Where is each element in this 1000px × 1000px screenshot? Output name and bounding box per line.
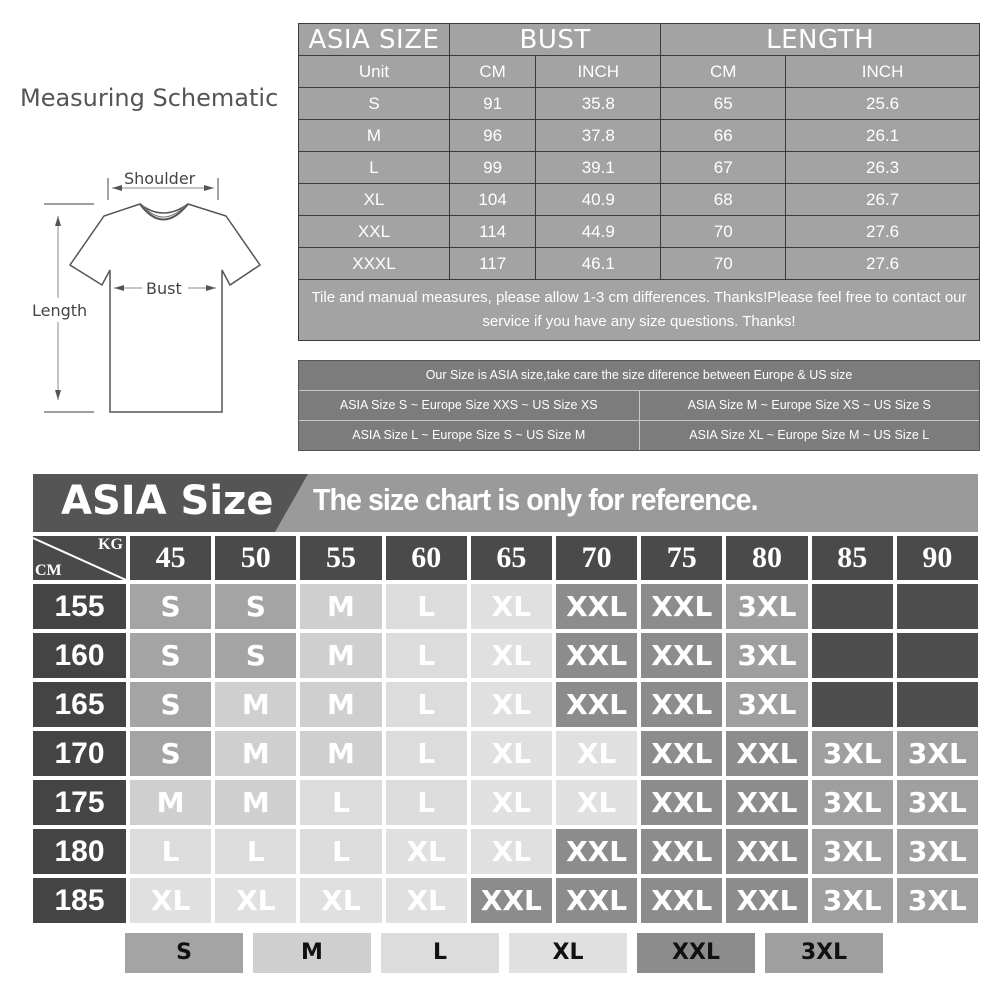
length-inch-cell: 26.1 xyxy=(786,120,980,152)
bust-inch-cell: 44.9 xyxy=(536,216,661,248)
size-cell: XL xyxy=(471,633,552,678)
size-cell: M xyxy=(215,780,296,825)
header-length: LENGTH xyxy=(661,24,980,56)
conversion-title: Our Size is ASIA size,take care the size diference between Europe & US size xyxy=(425,368,853,382)
legend-item-m: M xyxy=(253,933,371,973)
size-legend xyxy=(125,933,883,973)
size-cell: M xyxy=(300,584,381,629)
height-header: 165 xyxy=(33,682,126,727)
size-cell: XXL xyxy=(726,780,807,825)
bust-inch-cell: 35.8 xyxy=(536,88,661,120)
size-cell: XXL xyxy=(556,633,637,678)
size-cell: 3XL xyxy=(897,780,978,825)
size-cell: XXL xyxy=(641,682,722,727)
size-cell: XL xyxy=(471,731,552,776)
length-inch-cell: 26.3 xyxy=(786,152,980,184)
size-cell: XL xyxy=(471,780,552,825)
size-cell: XXL xyxy=(641,584,722,629)
size-cell: S xyxy=(130,584,211,629)
length-inch-cell: 26.7 xyxy=(786,184,980,216)
size-cell: M xyxy=(300,633,381,678)
weight-header: 60 xyxy=(386,536,467,580)
table-row xyxy=(299,88,980,120)
height-header: 170 xyxy=(33,731,126,776)
table-row xyxy=(299,120,980,152)
size-cell: L xyxy=(386,682,467,727)
chart-subtitle: The size chart is only for reference. xyxy=(313,482,758,517)
conversion-s: ASIA Size S ~ Europe Size XXS ~ US Size XS xyxy=(339,398,598,412)
length-cm-cell: 65 xyxy=(661,88,786,120)
size-cell: S xyxy=(215,633,296,678)
weight-header: 65 xyxy=(471,536,552,580)
size-cell: XXL xyxy=(726,731,807,776)
unit-length-cm: CM xyxy=(661,56,786,88)
length-cm-cell: 67 xyxy=(661,152,786,184)
weight-header: 55 xyxy=(300,536,381,580)
table-row xyxy=(299,248,980,280)
weight-header: 45 xyxy=(130,536,211,580)
table-row xyxy=(299,216,980,248)
size-cell: M xyxy=(300,682,381,727)
bust-cm-cell: 114 xyxy=(450,216,536,248)
length-label: Length xyxy=(32,301,88,320)
size-cell: 3XL xyxy=(726,584,807,629)
size-cell: XXL xyxy=(556,584,637,629)
legend-item-xl: XL xyxy=(509,933,627,973)
size-cell: S xyxy=(130,633,211,678)
bust-cm-cell: 117 xyxy=(450,248,536,280)
size-cell: 3XL xyxy=(812,780,893,825)
size-cell xyxy=(812,633,893,678)
length-inch-cell: 27.6 xyxy=(786,248,980,280)
bust-inch-cell: 46.1 xyxy=(536,248,661,280)
bust-inch-cell: 39.1 xyxy=(536,152,661,184)
size-cell: XL xyxy=(300,878,381,923)
size-cell: XXL xyxy=(299,216,450,248)
size-cell: XXL xyxy=(641,878,722,923)
size-cell: M xyxy=(215,731,296,776)
size-cell: XXL xyxy=(556,878,637,923)
height-header: 185 xyxy=(33,878,126,923)
size-cell: XL xyxy=(386,878,467,923)
legend-item-l: L xyxy=(381,933,499,973)
size-cell: L xyxy=(386,584,467,629)
unit-length-inch: INCH xyxy=(786,56,980,88)
size-cell: L xyxy=(299,152,450,184)
size-cell: XL xyxy=(471,584,552,629)
size-cell: XL xyxy=(556,780,637,825)
size-cell: 3XL xyxy=(726,633,807,678)
shoulder-label: Shoulder xyxy=(124,169,196,188)
size-cell: S xyxy=(215,584,296,629)
size-cell: 3XL xyxy=(897,731,978,776)
size-cell: XXL xyxy=(556,682,637,727)
length-cm-cell: 68 xyxy=(661,184,786,216)
chart-title: ASIA Size xyxy=(61,478,274,524)
corner-header xyxy=(33,536,126,580)
size-cell: L xyxy=(386,731,467,776)
size-cell: XXL xyxy=(641,780,722,825)
size-cell xyxy=(897,682,978,727)
size-cell: L xyxy=(130,829,211,874)
unit-bust-cm: CM xyxy=(450,56,536,88)
legend-item-s: S xyxy=(125,933,243,973)
length-inch-cell: 27.6 xyxy=(786,216,980,248)
schematic-title: Measuring Schematic xyxy=(20,84,279,112)
size-cell: L xyxy=(300,780,381,825)
chart-banner xyxy=(33,474,978,532)
size-cell: M xyxy=(300,731,381,776)
conversion-l: ASIA Size L ~ Europe Size S ~ US Size M xyxy=(352,428,586,442)
size-cell: M xyxy=(299,120,450,152)
bust-cm-cell: 99 xyxy=(450,152,536,184)
size-cell xyxy=(897,584,978,629)
header-asia-size: ASIA SIZE xyxy=(299,24,450,56)
weight-header: 70 xyxy=(556,536,637,580)
table-row xyxy=(299,184,980,216)
size-cell: XXL xyxy=(726,878,807,923)
bust-inch-cell: 40.9 xyxy=(536,184,661,216)
height-header: 180 xyxy=(33,829,126,874)
size-cell: XL xyxy=(556,731,637,776)
kg-label: KG xyxy=(98,536,123,553)
size-cell: L xyxy=(386,780,467,825)
size-cell: XL xyxy=(386,829,467,874)
size-conversion-table xyxy=(298,360,980,451)
legend-item-3xl: 3XL xyxy=(765,933,883,973)
size-cell: S xyxy=(299,88,450,120)
size-cell: XXL xyxy=(641,731,722,776)
bust-inch-cell: 37.8 xyxy=(536,120,661,152)
size-cell: M xyxy=(130,780,211,825)
length-cm-cell: 70 xyxy=(661,216,786,248)
height-header: 160 xyxy=(33,633,126,678)
size-cell: M xyxy=(215,682,296,727)
unit-label: Unit xyxy=(299,56,450,88)
size-cell xyxy=(812,682,893,727)
conversion-m: ASIA Size M ~ Europe Size XS ~ US Size S xyxy=(639,391,980,420)
length-cm-cell: 70 xyxy=(661,248,786,280)
size-cell: XL xyxy=(215,878,296,923)
bust-cm-cell: 96 xyxy=(450,120,536,152)
size-cell: XL xyxy=(130,878,211,923)
size-cell: XL xyxy=(471,682,552,727)
bust-label: Bust xyxy=(146,279,182,298)
size-cell: 3XL xyxy=(897,878,978,923)
header-bust: BUST xyxy=(450,24,661,56)
size-cell: XXL xyxy=(471,878,552,923)
unit-bust-inch: INCH xyxy=(536,56,661,88)
size-spec-table xyxy=(298,23,980,341)
size-cell: XXXL xyxy=(299,248,450,280)
size-cell: XXL xyxy=(556,829,637,874)
height-header: 155 xyxy=(33,584,126,629)
weight-header: 75 xyxy=(641,536,722,580)
weight-header: 90 xyxy=(897,536,978,580)
legend-item-xxl: XXL xyxy=(637,933,755,973)
conversion-xl: ASIA Size XL ~ Europe Size M ~ US Size L xyxy=(639,421,980,450)
size-cell: 3XL xyxy=(812,731,893,776)
length-inch-cell: 25.6 xyxy=(786,88,980,120)
size-cell: L xyxy=(386,633,467,678)
weight-header: 50 xyxy=(215,536,296,580)
height-weight-size-chart xyxy=(33,474,978,923)
size-cell: XXL xyxy=(726,829,807,874)
size-grid xyxy=(33,532,978,923)
size-cell: L xyxy=(215,829,296,874)
cm-label: CM xyxy=(35,562,62,579)
size-cell: L xyxy=(300,829,381,874)
size-cell: XL xyxy=(471,829,552,874)
bust-cm-cell: 91 xyxy=(450,88,536,120)
bust-cm-cell: 104 xyxy=(450,184,536,216)
size-cell: XL xyxy=(299,184,450,216)
table-row xyxy=(299,152,980,184)
weight-header: 80 xyxy=(726,536,807,580)
size-cell: XXL xyxy=(641,633,722,678)
size-cell: XXL xyxy=(641,829,722,874)
weight-header: 85 xyxy=(812,536,893,580)
size-cell: 3XL xyxy=(812,878,893,923)
size-cell: 3XL xyxy=(812,829,893,874)
tshirt-diagram-icon xyxy=(30,160,280,430)
size-cell xyxy=(897,633,978,678)
size-cell: S xyxy=(130,731,211,776)
size-cell: S xyxy=(130,682,211,727)
size-cell: 3XL xyxy=(897,829,978,874)
measurement-note: Tile and manual measures, please allow 1-3 cm differences. Thanks!Please feel free to contact our service if you have any size questions. Thanks! xyxy=(299,280,980,341)
length-cm-cell: 66 xyxy=(661,120,786,152)
height-header: 175 xyxy=(33,780,126,825)
size-cell xyxy=(812,584,893,629)
size-cell: 3XL xyxy=(726,682,807,727)
